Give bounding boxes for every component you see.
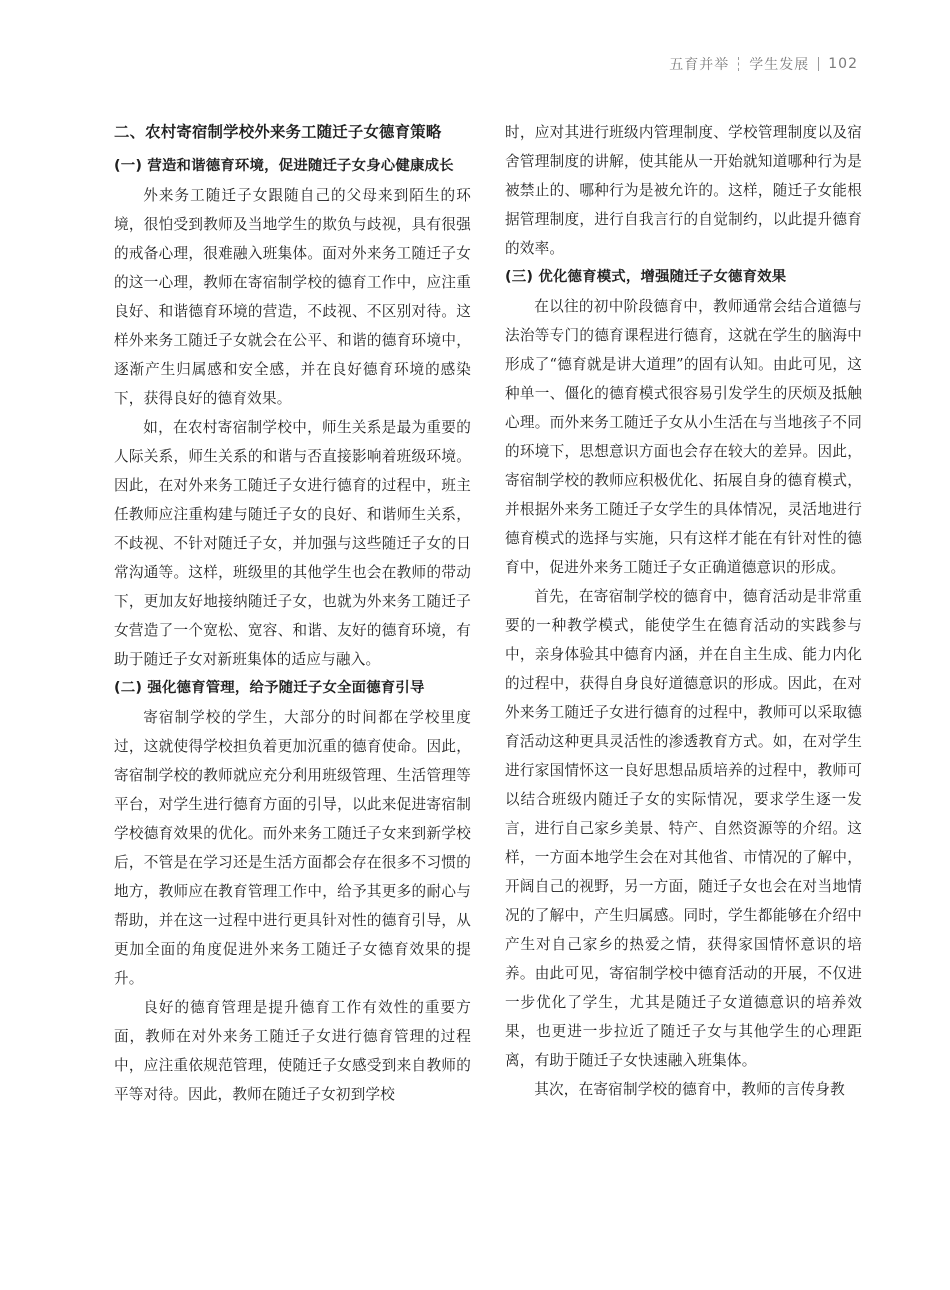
- article-body: [114, 118, 862, 1109]
- paragraph: 首先，在寄宿制学校的德育中，德育活动是非常重要的一种教学模式，能使学生在德育活动的实践参与中，亲身体验其中德育内涵，并在自主生成、能力内化的过程中，获得自身良好道德意识的形成。因此，在对外来务工随迁子女进行德育的过程中，教师可以采取德育活动这种更具灵活性的渗透教育方式。如，在对学生进行家国情怀这一良好思想品质培养的过程中，教师可以结合班级内随迁子女的实际情况，要求学生逐一发言，进行自己家乡美景、特产、自然资源等的介绍。这样，一方面本地学生会在对其他省、市情况的了解中，开阔自己的视野，另一方面，随迁子女也会在对当地情况的了解中，产生归属感。同时，学生都能够在介绍中产生对自己家乡的热爱之情，获得家国情怀意识的培养。由此可见，寄宿制学校中德育活动的开展，不仅进一步优化了学生，尤其是随迁子女道德意识的培养效果，也更进一步拉近了随迁子女与其他学生的心理距离，有助于随迁子女快速融入班集体。: [505, 588, 862, 1069]
- paragraph-continued: 时，应对其进行班级内管理制度、学校管理制度以及宿舍管理制度的讲解，使其能从一开始就知道哪种行为是被禁止的、哪种行为是被允许的。这样，随迁子女能根据管理制度，进行自我言行的自觉制约，以此提升德育的效率。: [505, 124, 862, 257]
- subsection-heading: (二) 强化德育管理，给予随迁子女全面德育引导: [114, 680, 425, 696]
- subsection-heading: (三) 优化德育模式，增强随迁子女德育效果: [505, 269, 787, 285]
- header-section-a: 五育并举: [669, 57, 730, 73]
- paragraph: 外来务工随迁子女跟随自己的父母来到陌生的环境，很怕受到教师及当地学生的欺负与歧视，具有很强的戒备心理，很难融入班集体。面对外来务工随迁子女的这一心理，教师在寄宿制学校的德育工作中，应注重良好、和谐德育环境的营造，不歧视、不区别对待。这样外来务工随迁子女就会在公平、和谐的德育环境中，逐渐产生归属感和安全感，并在良好德育环境的感染下，获得良好的德育效果。: [114, 187, 471, 407]
- paragraph: 良好的德育管理是提升德育工作有效性的重要方面，教师在对外来务工随迁子女进行德育管理的过程中，应注重依规范管理，使随迁子女感受到来自教师的平等对待。因此，教师在随迁子女初到学校: [114, 999, 471, 1103]
- section-heading: 二、农村寄宿制学校外来务工随迁子女德育策略: [114, 123, 442, 141]
- header-divider: [738, 57, 740, 71]
- page-number: 102: [828, 56, 858, 72]
- left-column: [114, 118, 471, 1109]
- paragraph: 寄宿制学校的学生，大部分的时间都在学校里度过，这就使得学校担负着更加沉重的德育使命。因此，寄宿制学校的教师就应充分利用班级管理、生活管理等平台，对学生进行德育方面的引导，以此来促进寄宿制学校德育效果的优化。而外来务工随迁子女来到新学校后，不管是在学习还是生活方面都会存在很多不习惯的地方，教师应在教育管理工作中，给予其更多的耐心与帮助，并在这一过程中进行更具针对性的德育引导，从更加全面的角度促进外来务工随迁子女德育效果的提升。: [114, 709, 471, 987]
- header-divider: [818, 57, 819, 71]
- paragraph: 如，在农村寄宿制学校中，师生关系是最为重要的人际关系，师生关系的和谐与否直接影响着班级环境。因此，在对外来务工随迁子女进行德育的过程中，班主任教师应注重构建与随迁子女的良好、和谐师生关系，不歧视、不针对随迁子女，并加强与这些随迁子女的日常沟通等。这样，班级里的其他学生也会在教师的带动下，更加友好地接纳随迁子女，也就为外来务工随迁子女营造了一个宽松、宽容、和谐、友好的德育环境，有助于随迁子女对新班集体的适应与融入。: [114, 419, 471, 668]
- subsection-heading: (一) 营造和谐德育环境，促进随迁子女身心健康成长: [114, 158, 454, 174]
- running-header: [669, 54, 858, 74]
- right-column: [505, 118, 862, 1109]
- header-section-b: 学生发展: [749, 57, 810, 73]
- paragraph: 其次，在寄宿制学校的德育中，教师的言传身教: [534, 1081, 845, 1098]
- paragraph: 在以往的初中阶段德育中，教师通常会结合道德与法治等专门的德育课程进行德育，这就在学生的脑海中形成了“德育就是讲大道理”的固有认知。由此可见，这种单一、僵化的德育模式很容易引发学生的厌烦及抵触心理。而外来务工随迁子女从小生活在与当地孩子不同的环境下，思想意识方面也会存在较大的差异。因此，寄宿制学校的教师应积极优化、拓展自身的德育模式，并根据外来务工随迁子女学生的具体情况，灵活地进行德育模式的选择与实施，只有这样才能在有针对性的德育中，促进外来务工随迁子女正确道德意识的形成。: [505, 298, 862, 576]
